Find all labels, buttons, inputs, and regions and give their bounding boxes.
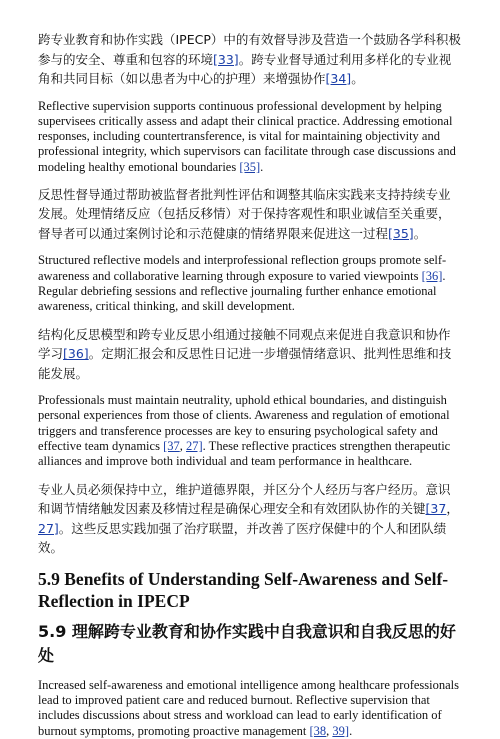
paragraph-end: . These reflective practices strengthen therapeutic alliances and improve both individual and team performance in healthcare. <box>38 439 451 469</box>
paragraph-text: Increased self-awareness and emotional intelligence among healthcare professionals lead to improved patient care and reduced burnout. Reflective supervision that includes discussions about stress and workload can lead to early identification of burnout symptoms, promoting proactive management <box>38 677 460 738</box>
paragraph-end: 。 <box>351 71 364 86</box>
paragraph-end: 。 <box>413 225 427 241</box>
paragraph-end: 。定期汇报会和反思性日记进一步增强情绪意识、批判性思维和技能发展。 <box>38 346 452 381</box>
citation-link[interactable]: [37 <box>163 439 180 454</box>
paragraph-en-self-awareness-benefits <box>38 678 462 739</box>
paragraph-text: 专业人员必须保持中立，维护道德界限，并区分个人经历与客户经历。意识和调节情绪触发因素及移情过程是确保心理安全和有效团队协作的关键 <box>38 481 451 517</box>
paragraph-zh-neutrality <box>38 480 462 558</box>
citation-link[interactable]: [35] <box>239 159 261 174</box>
citation-link[interactable]: [35] <box>388 225 414 241</box>
paragraph-end: . <box>349 723 353 738</box>
paragraph-zh-structured-models <box>38 325 462 384</box>
section-heading-en: 5.9 Benefits of Understanding Self-Awareness and Self-Reflection in IPECP <box>38 568 449 611</box>
citation-link[interactable]: [38 <box>309 723 327 738</box>
paragraph-zh-supervision-ipecp <box>38 30 462 89</box>
citation-separator: , <box>326 723 333 738</box>
citation-separator: ， <box>446 501 459 517</box>
citation-separator: , <box>179 439 186 454</box>
paragraph-text: 。跨专业督导通过利用多样化的专业视角和共同目标（如以患者为中心的护理）来增强协作 <box>38 51 452 86</box>
paragraph-text: 反思性督导通过帮助被监督者批判性评估和调整其临床实践来支持持续专业发展。处理情绪反应（包括反移情）对于保持客观性和职业诚信至关重要，督导者可以通过案例讨论和示范健康的情绪界限来促进这一过程 <box>38 186 451 241</box>
citation-link[interactable]: [36] <box>421 268 443 283</box>
paragraph-text: 结构化反思模型和跨专业反思小组通过接触不同观点来促进自我意识和协作学习 <box>38 326 451 362</box>
paragraph-end: 。这些反思实践加强了治疗联盟，并改善了医疗保健中的个人和团队绩效。 <box>38 520 447 556</box>
citation-link[interactable]: [36] <box>63 346 89 362</box>
paragraph-en-reflective-supervision <box>38 99 462 175</box>
paragraph-text: 跨专业教育和协作实践（IPECP）中的有效督导涉及营造一个鼓励各学科积极参与的安全、尊重和包容的环境 <box>38 32 461 67</box>
citation-link[interactable]: 27] <box>38 520 59 536</box>
citation-link[interactable]: 39] <box>332 723 350 738</box>
paragraph-text: Reflective supervision supports continuous professional development by helping supervisees critically assess and adapt their clinical practice. Addressing emotional responses, including countertransference, is vital for maintaining objectivity and professional integrity, which supervisors can facilitate through case discussions and modeling healthy emotional boundaries <box>38 98 456 174</box>
paragraph-text: Structured reflective models and interprofessional reflection groups promote self-awareness and collaborative learning through exposure to varied viewpoints <box>38 253 447 283</box>
citation-link[interactable]: [37 <box>425 501 447 517</box>
paragraph-end: . Regular debriefing sessions and reflective journaling further enhance emotional awareness, critical thinking, and skill development. <box>38 268 446 314</box>
paragraph-text: Professionals must maintain neutrality, uphold ethical boundaries, and distinguish personal experiences from those of clients. Awareness and regulation of emotional triggers and transference processes are key to ensuring psychological safety and effective team dynamics <box>38 393 450 454</box>
citation-link[interactable]: [33] <box>213 51 239 67</box>
paragraph-en-neutrality <box>38 393 462 469</box>
section-heading-zh: 5.9 理解跨专业教育和协作实践中自我意识和自我反思的好处 <box>38 621 456 665</box>
paragraph-end: . <box>260 159 264 174</box>
paragraph-en-structured-models <box>38 253 462 314</box>
citation-link[interactable]: [34] <box>325 71 352 86</box>
paragraph-zh-reflective-supervision <box>38 185 462 244</box>
citation-link[interactable]: 27] <box>185 439 203 454</box>
